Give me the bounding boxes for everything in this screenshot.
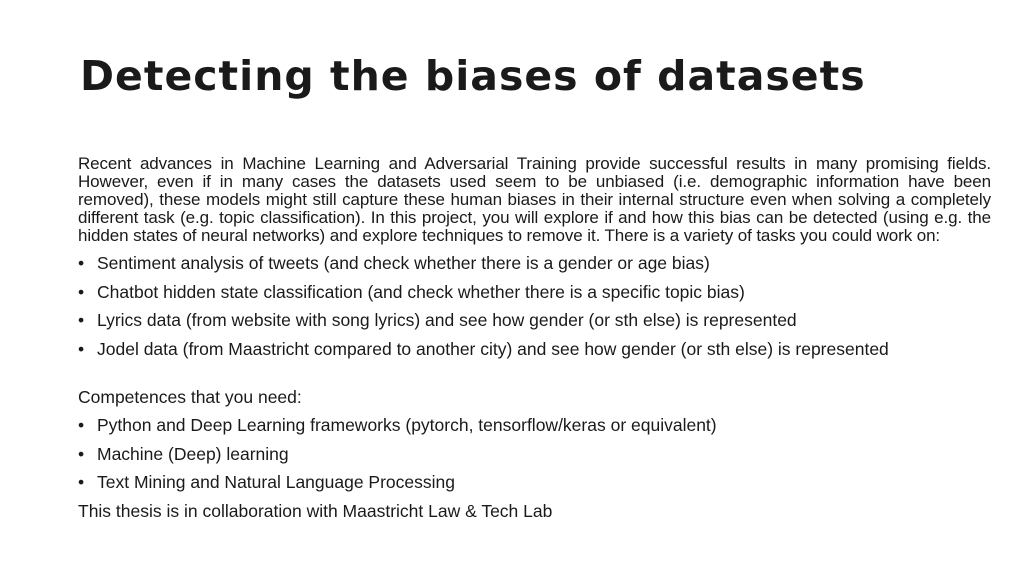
competences-heading: Competences that you need:	[78, 386, 302, 407]
task-text: Chatbot hidden state classification (and check whether there is a specific topic bias)	[97, 281, 745, 302]
bullet-icon: •	[78, 338, 85, 359]
closing-note: This thesis is in collaboration with Maastricht Law & Tech Lab	[78, 500, 553, 521]
competence-list	[78, 415, 991, 492]
slide-body	[78, 155, 991, 521]
task-list	[78, 253, 991, 359]
task-item	[78, 339, 991, 359]
task-item	[78, 253, 991, 273]
task-item	[78, 310, 991, 330]
task-text: Jodel data (from Maastricht compared to another city) and see how gender (or sth else) is represented	[97, 338, 889, 359]
task-item	[78, 282, 991, 302]
bullet-icon: •	[78, 443, 85, 464]
bullet-icon: •	[78, 253, 85, 273]
task-text: Lyrics data (from website with song lyrics) and see how gender (or sth else) is represented	[97, 310, 797, 330]
competence-text: Text Mining and Natural Language Processing	[97, 472, 455, 492]
bullet-icon: •	[78, 472, 85, 492]
bullet-icon: •	[78, 415, 85, 435]
task-text: Sentiment analysis of tweets (and check whether there is a gender or age bias)	[97, 253, 710, 273]
competence-text: Python and Deep Learning frameworks (pytorch, tensorflow/keras or equivalent)	[97, 415, 717, 435]
competence-text: Machine (Deep) learning	[97, 443, 289, 464]
competence-item	[78, 444, 991, 464]
bullet-icon: •	[78, 310, 85, 330]
competence-item	[78, 415, 991, 435]
competence-item	[78, 472, 991, 492]
intro-paragraph: Recent advances in Machine Learning and Adversarial Training provide successful results in many promising fields. However, even if in many cases the datasets used seem to be unbiased (i.e. demographic information have been removed), these models might still capture these human biases in their internal structure even when solving a completely different task (e.g. topic classification). In this project, you will explore if and how this bias can be detected (using e.g. the hidden states of neural networks) and explore techniques to remove it. There is a variety of tasks you could work on:	[78, 154, 991, 245]
slide-title: Detecting the biases of datasets	[80, 52, 866, 100]
bullet-icon: •	[78, 281, 85, 302]
